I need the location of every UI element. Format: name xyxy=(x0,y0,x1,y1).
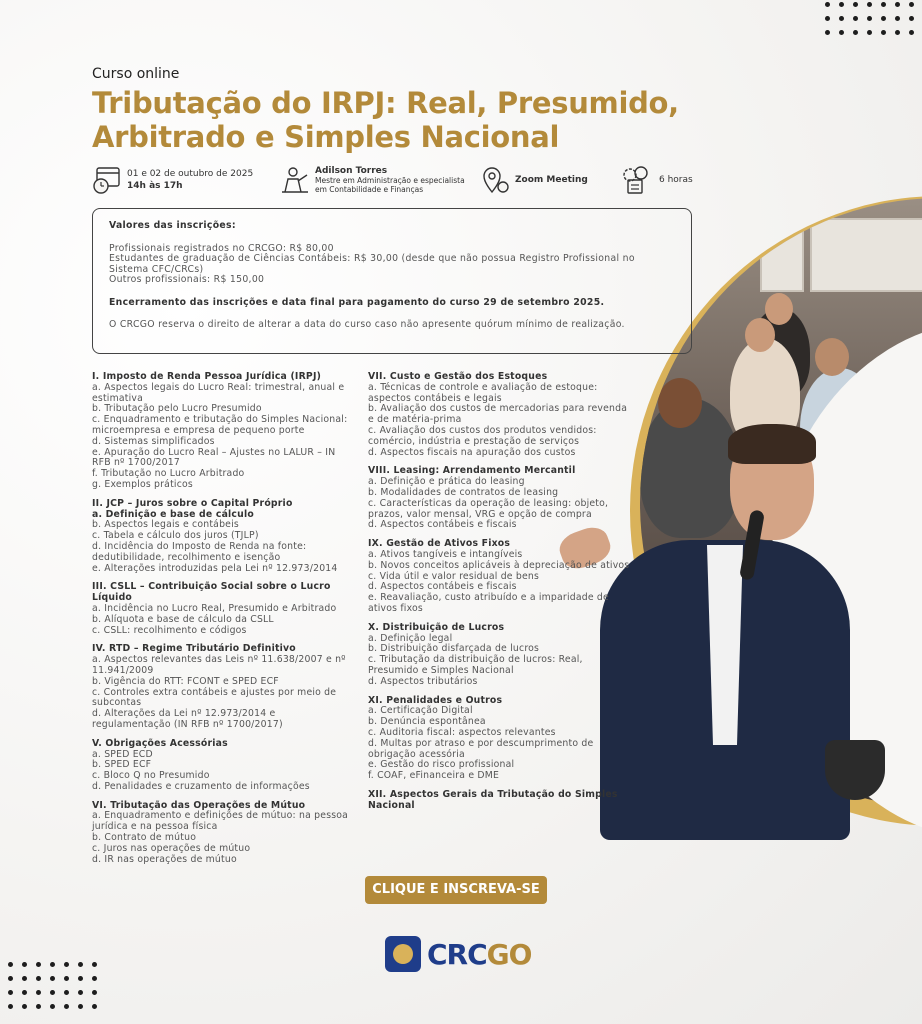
syllabus-item: a. Incidência no Lucro Real, Presumido e Arbitrado xyxy=(92,602,337,614)
syllabus-item: b. Tributação pelo Lucro Presumido xyxy=(92,403,262,415)
instructor-desc-1: Mestre em Administração e especialista xyxy=(315,176,465,185)
syllabus-item: d. Multas por atraso e por descumprimento de obrigação acessória xyxy=(368,737,594,760)
time-line: 14h às 17h xyxy=(127,181,183,191)
syllabus-item: d. Sistemas simplificados xyxy=(92,435,215,447)
syllabus-item: d. Aspectos contábeis e fiscais xyxy=(368,519,517,531)
syllabus-item: a. SPED ECD xyxy=(92,748,153,760)
syllabus-item: e. Apuração do Lucro Real – Ajustes no LALUR – IN RFB nº 1700/2017 xyxy=(92,446,336,469)
syllabus-section-title: IV. RTD – Regime Tributário Definitivo xyxy=(92,643,296,655)
syllabus-item: a. Técnicas de controle e avaliação de estoque: aspectos contábeis e legais xyxy=(368,381,598,404)
duration-info xyxy=(620,163,693,197)
course-title: Tributação do IRPJ: Real, Presumido, Arbitrado e Simples Nacional xyxy=(92,86,679,154)
syllabus-item: g. Exemplos práticos xyxy=(92,478,193,490)
syllabus-section-title: IX. Gestão de Ativos Fixos xyxy=(368,538,511,550)
syllabus-section-title: X. Distribuição de Lucros xyxy=(368,621,505,633)
syllabus-item: c. Vida útil e valor residual de bens xyxy=(368,570,540,582)
logo-text-go: GO xyxy=(486,937,532,971)
register-button[interactable]: CLIQUE E INSCREVA-SE xyxy=(365,876,547,904)
syllabus-item: c. Avaliação dos custos dos produtos vendidos: comércio, indústria e prestação de serviços xyxy=(368,424,597,447)
decorative-dots-top-right xyxy=(825,2,914,35)
syllabus-item: e. Alterações introduzidas pela Lei nº 12.973/2014 xyxy=(92,562,338,574)
chair xyxy=(825,740,885,800)
logo-text-crc: CRC xyxy=(427,937,487,971)
syllabus-item: d. Aspectos contábeis e fiscais xyxy=(368,581,517,593)
syllabus-item: d. Aspectos fiscais na apuração dos custos xyxy=(368,446,576,458)
syllabus-section xyxy=(92,582,354,636)
syllabus-item: b. Avaliação dos custos de mercadorias para revenda e de matéria-prima xyxy=(368,403,628,426)
syllabus-item: e. Gestão do risco profissional xyxy=(368,759,515,771)
syllabus-section xyxy=(92,372,354,491)
syllabus-item: c. Tabela e cálculo dos juros (TJLP) xyxy=(92,530,259,542)
syllabus-section-title: VIII. Leasing: Arrendamento Mercantil xyxy=(368,465,576,477)
syllabus-item: b. Contrato de mútuo xyxy=(92,832,197,844)
pricing-heading: Valores das inscrições: xyxy=(109,220,236,231)
syllabus-item: b. Modalidades de contratos de leasing xyxy=(368,486,559,498)
syllabus-item: c. Tributação da distribuição de lucros: Real, Presumido e Simples Nacional xyxy=(368,654,583,676)
syllabus-item: a. Aspectos relevantes das Leis nº 11.638/2007 e nº 11.941/2009 xyxy=(92,654,346,676)
syllabus-item: d. IR nas operações de mútuo xyxy=(92,853,237,865)
pricing-line-3: Outros profissionais: R$ 150,00 xyxy=(109,274,265,285)
syllabus-item: a. Definição e prática do leasing xyxy=(368,476,525,488)
syllabus-section-title: VII. Custo e Gestão dos Estoques xyxy=(368,371,548,382)
syllabus-item: b. Vigência do RTT: FCONT e SPED ECF xyxy=(92,675,279,687)
pricing-line-1: Profissionais registrados no CRCGO: R$ 80,00 xyxy=(109,242,334,254)
calendar-clock-icon xyxy=(92,165,122,195)
syllabus-column-left xyxy=(92,372,354,873)
course-type-label: Curso online xyxy=(92,66,180,82)
syllabus-item: a. Definição legal xyxy=(368,632,453,644)
location-pin-icon xyxy=(480,165,510,195)
instructor-name: Adilson Torres xyxy=(315,166,388,176)
gear-clock-icon xyxy=(620,165,650,195)
location-info xyxy=(480,163,588,197)
syllabus-item: c. Enquadramento e tributação do Simples Nacional: microempresa e empresa de pequeno porte xyxy=(92,414,348,436)
syllabus-item: a. Ativos tangíveis e intangíveis xyxy=(368,548,523,560)
syllabus-section xyxy=(92,644,354,730)
syllabus-item: c. Controles extra contábeis e ajustes por meio de subcontas xyxy=(92,686,337,709)
syllabus-item: f. Tributação no Lucro Arbitrado xyxy=(92,468,245,480)
syllabus-item: b. Novos conceitos aplicáveis à depreciação de ativos xyxy=(368,559,630,571)
syllabus-item: d. Penalidades e cruzamento de informações xyxy=(92,780,310,792)
pricing-line-2: Estudantes de graduação de Ciências Contábeis: R$ 30,00 (desde que não possua Registro Profissional no Sistema CFC/CRCs) xyxy=(109,253,635,275)
syllabus-item: a. Certificação Digital xyxy=(368,705,473,717)
crcgo-logo-mark xyxy=(385,936,421,972)
pricing-box xyxy=(92,208,692,354)
syllabus-item: c. Juros nas operações de mútuo xyxy=(92,842,251,854)
syllabus-section xyxy=(92,499,354,575)
deadline-text: Encerramento das inscrições e data final para pagamento do curso 29 de setembro 2025. xyxy=(109,296,605,308)
syllabus-item: c. CSLL: recolhimento e códigos xyxy=(92,624,247,636)
syllabus-section xyxy=(92,739,354,793)
syllabus-item: c. Características da operação de leasing: objeto, prazos, valor mensal, VRG e opção de compra xyxy=(368,497,609,520)
location-text: Zoom Meeting xyxy=(515,175,588,185)
instructor-info xyxy=(280,163,465,197)
syllabus-section-title: VI. Tributação das Operações de Mútuo xyxy=(92,799,306,811)
syllabus-section xyxy=(92,801,354,866)
syllabus-section-title: II. JCP – Juros sobre o Capital Próprio a. Definição e base de cálculo xyxy=(92,497,293,520)
syllabus-section-title: III. CSLL – Contribuição Social sobre o Lucro Líquido xyxy=(92,581,331,604)
syllabus-section xyxy=(368,623,630,688)
crcgo-logo xyxy=(385,936,531,972)
syllabus-section-title: XII. Aspectos Gerais da Tributação do Simples Nacional xyxy=(368,788,618,811)
syllabus-item: d. Alterações da Lei nº 12.973/2014 e regulamentação (IN RFB nº 1700/2017) xyxy=(92,708,283,730)
syllabus-column-right xyxy=(368,372,630,819)
instructor-icon xyxy=(280,165,310,195)
syllabus-item: b. SPED ECF xyxy=(92,759,152,771)
syllabus-item: b. Denúncia espontânea xyxy=(368,716,486,728)
syllabus-section xyxy=(368,790,630,812)
syllabus-section xyxy=(368,372,630,458)
syllabus-section xyxy=(368,539,630,615)
duration-text: 6 horas xyxy=(659,175,693,185)
syllabus-item: a. Aspectos legais do Lucro Real: trimestral, anual e estimativa xyxy=(92,381,345,404)
syllabus-item: e. Reavaliação, custo atribuído e a imparidade de ativos fixos xyxy=(368,592,609,614)
decorative-dots-bottom-left xyxy=(8,962,97,1009)
instructor-desc-2: em Contabilidade e Finanças xyxy=(315,185,424,194)
syllabus-item: d. Incidência do Imposto de Renda na fonte: dedutibilidade, recolhimento e isenção xyxy=(92,540,307,563)
date-line: 01 e 02 de outubro de 2025 xyxy=(127,169,254,179)
syllabus-section-title: XI. Penalidades e Outros xyxy=(368,694,503,706)
syllabus-item: b. Alíquota e base de cálculo da CSLL xyxy=(92,613,274,625)
syllabus-item: a. Enquadramento e definições de mútuo: na pessoa jurídica e na pessoa física xyxy=(92,810,349,833)
syllabus-section xyxy=(368,696,630,782)
date-info xyxy=(92,163,253,197)
syllabus-section-title: I. Imposto de Renda Pessoa Jurídica (IRPJ) xyxy=(92,371,322,382)
syllabus-section xyxy=(368,466,630,531)
syllabus-item: f. COAF, eFinanceira e DME xyxy=(368,770,500,782)
syllabus-item: c. Bloco Q no Presumido xyxy=(92,770,210,782)
syllabus-item: b. Aspectos legais e contábeis xyxy=(92,519,239,531)
syllabus-item: c. Auditoria fiscal: aspectos relevantes xyxy=(368,726,556,738)
pricing-note: O CRCGO reserva o direito de alterar a data do curso caso não apresente quórum mínimo de realização. xyxy=(109,319,625,330)
syllabus-item: b. Distribuição disfarçada de lucros xyxy=(368,643,540,655)
syllabus-section-title: V. Obrigações Acessórias xyxy=(92,737,228,749)
syllabus-item: d. Aspectos tributários xyxy=(368,675,478,687)
